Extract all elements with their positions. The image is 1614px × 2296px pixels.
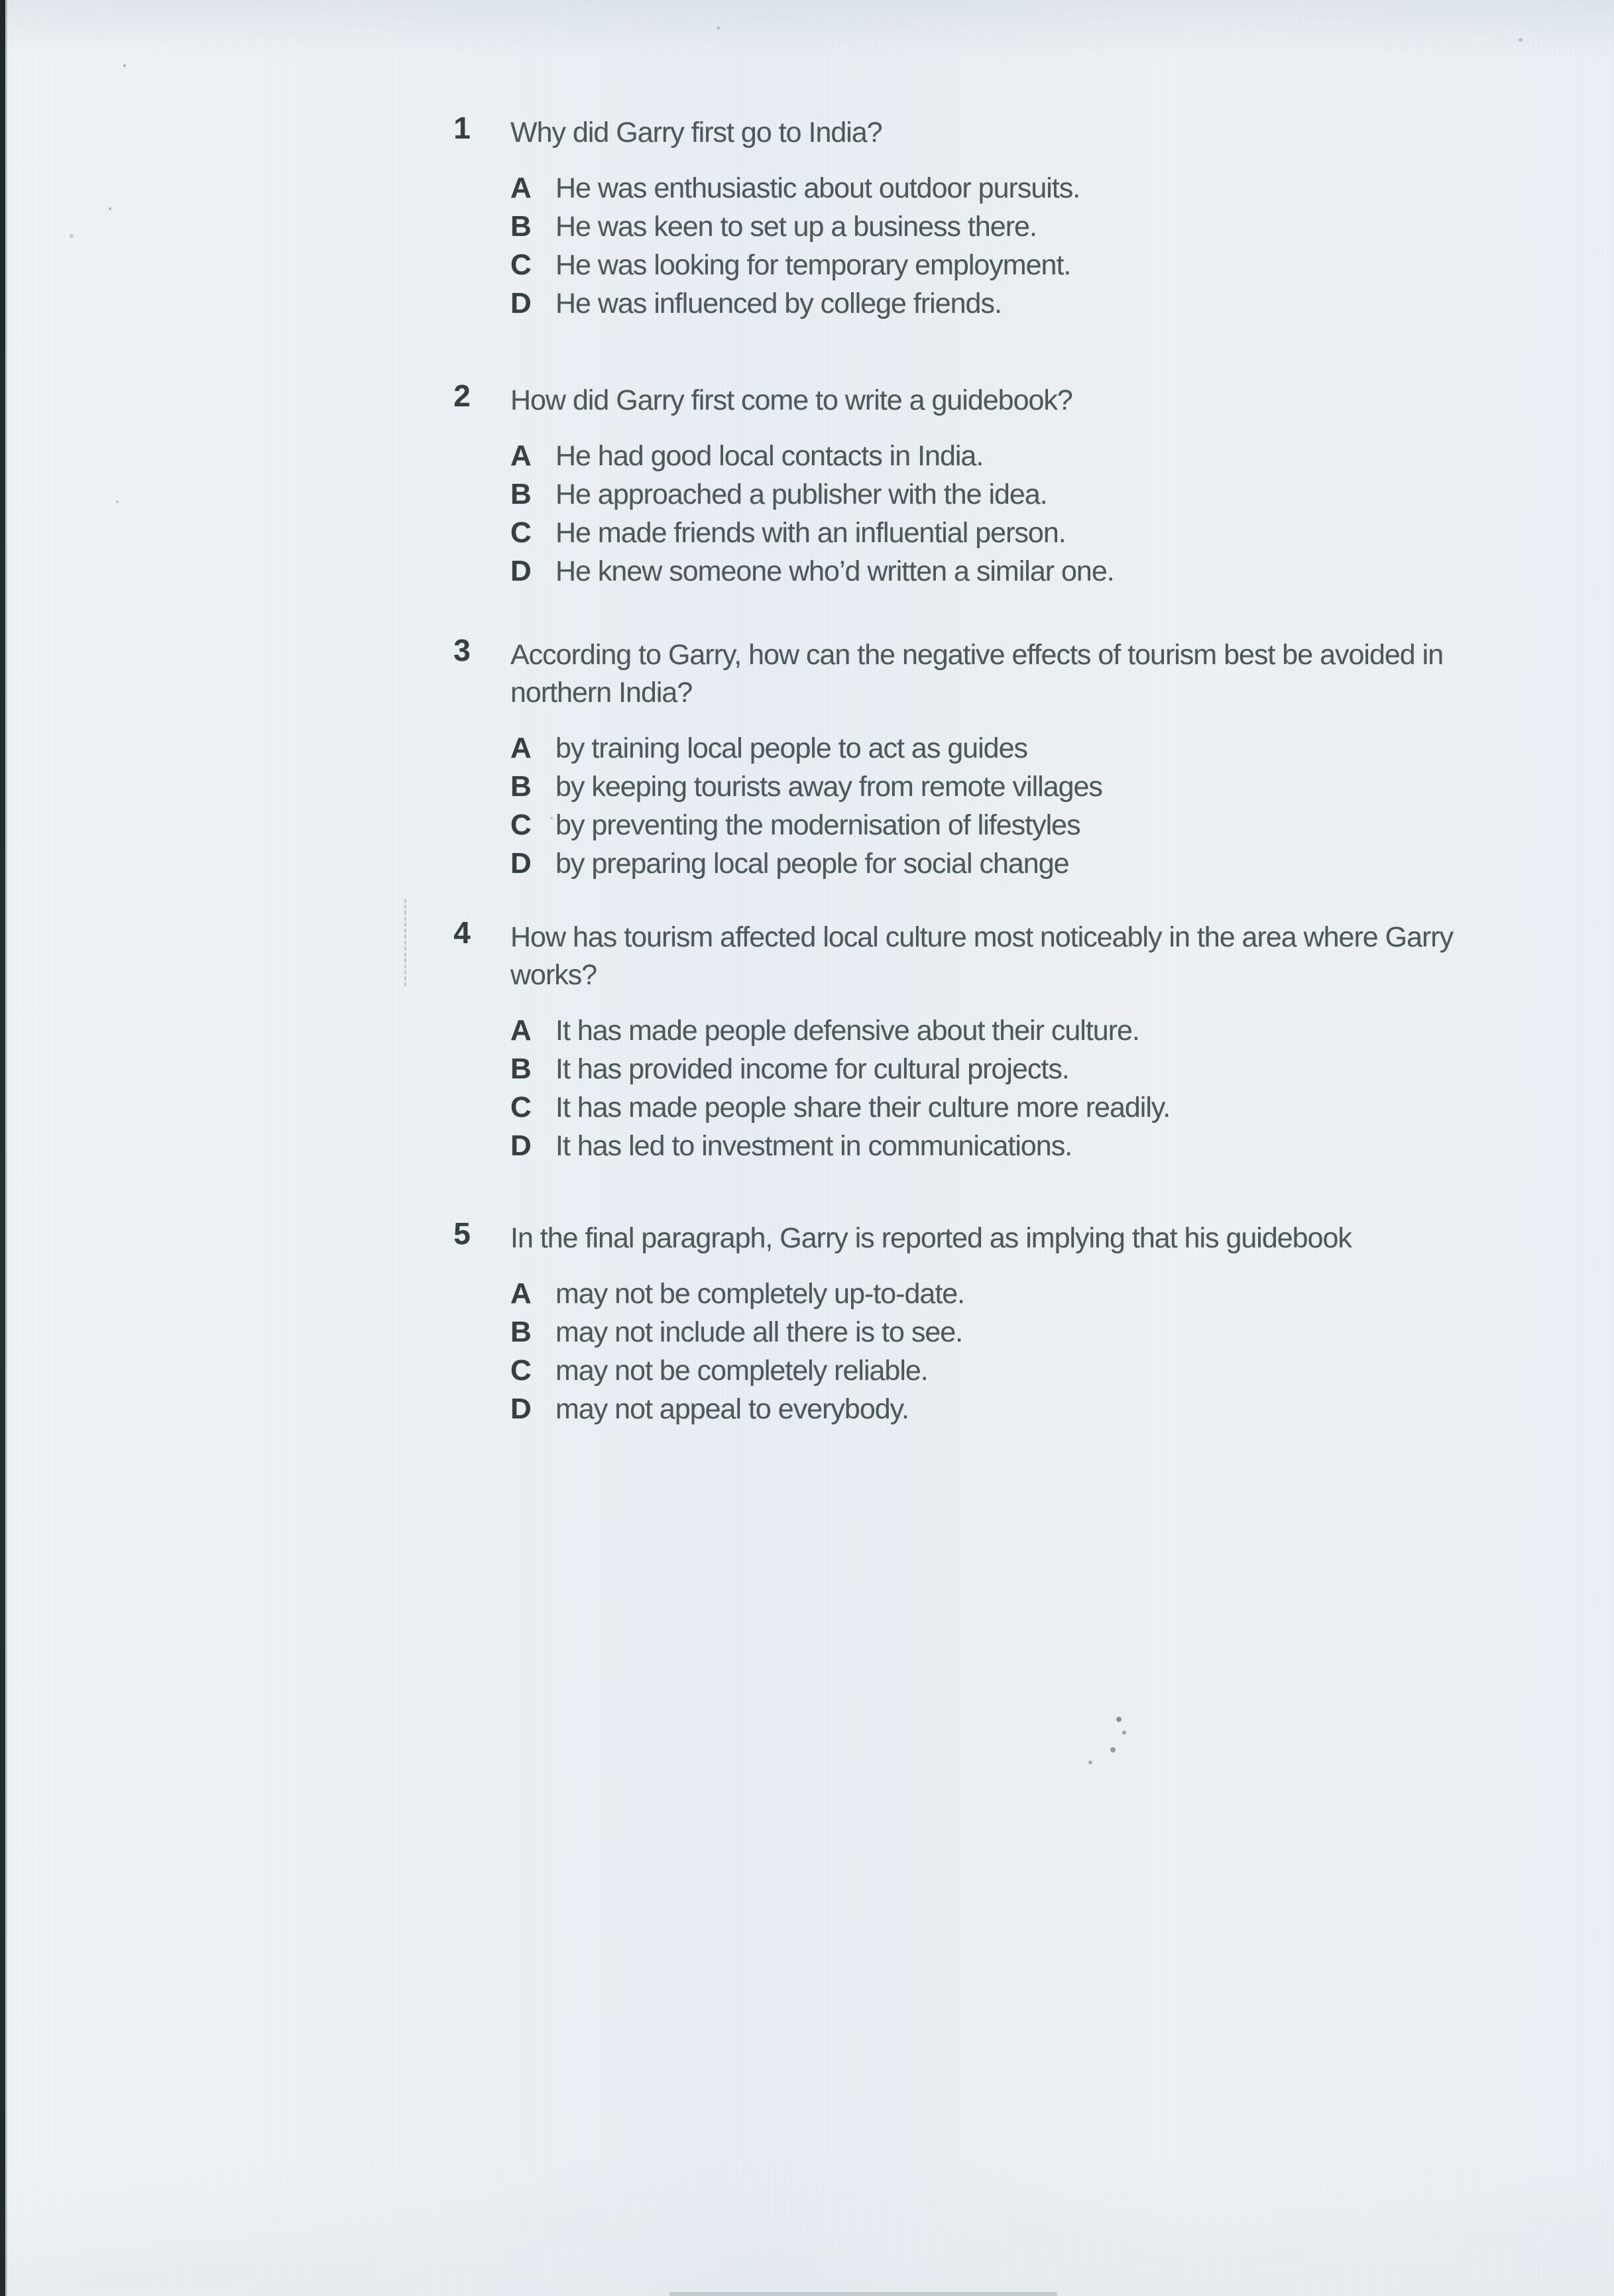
- question-number: 3: [453, 633, 471, 667]
- question-4: [0, 915, 1614, 1165]
- option-letter: D: [510, 847, 532, 880]
- question-text-line-2: northern India?: [510, 677, 693, 709]
- option-row-b: [510, 1050, 1601, 1088]
- question-text-line-2: works?: [510, 959, 597, 991]
- option-letter: A: [510, 439, 532, 472]
- option-row-d: [510, 552, 1601, 591]
- option-text: by preparing local people for social change: [555, 848, 1069, 880]
- option-text: may not be completely reliable.: [555, 1355, 928, 1387]
- option-letter: D: [510, 1393, 532, 1425]
- option-row-a: [510, 729, 1601, 768]
- option-text: He was looking for temporary employment.: [555, 249, 1071, 281]
- option-text: It has provided income for cultural projects.: [555, 1053, 1069, 1085]
- option-letter: B: [510, 770, 532, 803]
- option-letter: A: [510, 1014, 532, 1047]
- option-row-a: [510, 169, 1601, 207]
- option-text: He knew someone who’d written a similar one.: [555, 555, 1114, 587]
- option-row-a: [510, 1275, 1601, 1313]
- question-text: Why did Garry first go to India?: [510, 117, 882, 148]
- option-row-d: [510, 1127, 1601, 1165]
- option-text: He approached a publisher with the idea.: [555, 479, 1047, 510]
- option-letter: D: [510, 555, 532, 587]
- question-text: How did Garry first come to write a guidebook?: [510, 384, 1072, 416]
- option-row-d: [510, 844, 1601, 883]
- option-text: may not be completely up-to-date.: [555, 1278, 965, 1310]
- question-body: [510, 382, 1601, 591]
- question-text-line-1: How has tourism affected local culture most noticeably in the area where Garry: [510, 921, 1454, 953]
- option-row-a: [510, 437, 1601, 475]
- option-row-c: [510, 246, 1601, 284]
- option-text: It has led to investment in communications.: [555, 1130, 1072, 1162]
- option-text: by training local people to act as guides: [555, 732, 1027, 764]
- option-text: may not appeal to everybody.: [555, 1393, 909, 1425]
- option-letter: B: [510, 210, 532, 243]
- question-number: 5: [453, 1216, 471, 1251]
- option-letter: B: [510, 478, 532, 510]
- option-row-b: [510, 1313, 1601, 1351]
- option-text: by preventing the modernisation of lifestyles: [555, 809, 1080, 841]
- option-letter: A: [510, 172, 532, 204]
- options-list: [510, 437, 1601, 591]
- option-letter: D: [510, 287, 532, 319]
- question-number: 2: [453, 378, 471, 413]
- option-row-a: [510, 1011, 1601, 1050]
- option-row-d: [510, 284, 1601, 323]
- option-row-b: [510, 475, 1601, 514]
- option-row-b: [510, 207, 1601, 246]
- option-row-c: [510, 1088, 1601, 1127]
- option-text: It has made people share their culture more readily.: [555, 1092, 1171, 1123]
- option-row-c: [510, 1351, 1601, 1390]
- options-list: [510, 729, 1601, 883]
- option-letter: C: [510, 1091, 532, 1123]
- option-letter: A: [510, 1277, 532, 1310]
- question-body: [510, 114, 1601, 323]
- option-letter: C: [510, 516, 532, 549]
- question-text: In the final paragraph, Garry is reported as implying that his guidebook: [510, 1222, 1352, 1254]
- scan-ink-specks: [0, 0, 3, 3]
- option-row-c: [510, 514, 1601, 552]
- question-3: [0, 633, 1614, 883]
- option-text: may not include all there is to see.: [555, 1316, 963, 1348]
- question-number: 4: [453, 915, 471, 950]
- scan-bottom-smudge-artifact: [669, 2292, 1057, 2296]
- question-1: [0, 111, 1614, 323]
- option-row-d: [510, 1390, 1601, 1428]
- question-5: [0, 1216, 1614, 1428]
- question-2: [0, 378, 1614, 591]
- option-text: He made friends with an influential person.: [555, 517, 1066, 549]
- option-row-c: [510, 806, 1601, 844]
- option-letter: C: [510, 809, 532, 841]
- option-text: He was influenced by college friends.: [555, 288, 1002, 319]
- option-text: It has made people defensive about their culture.: [555, 1015, 1139, 1047]
- option-letter: C: [510, 1354, 532, 1387]
- options-list: [510, 1275, 1601, 1428]
- option-row-b: [510, 768, 1601, 806]
- option-text: He was keen to set up a business there.: [555, 211, 1037, 243]
- question-body: [510, 1220, 1601, 1428]
- question-body: [510, 919, 1601, 1165]
- options-list: [510, 1011, 1601, 1165]
- option-letter: C: [510, 249, 532, 281]
- option-letter: D: [510, 1129, 532, 1162]
- option-text: by keeping tourists away from remote villages: [555, 771, 1102, 803]
- options-list: [510, 169, 1601, 323]
- question-list: [0, 111, 1614, 1428]
- question-body: [510, 636, 1601, 883]
- option-text: He was enthusiastic about outdoor pursuits.: [555, 172, 1080, 204]
- option-text: He had good local contacts in India.: [555, 440, 984, 472]
- question-text-line-1: According to Garry, how can the negative effects of tourism best be avoided in: [510, 639, 1444, 671]
- question-number: 1: [453, 111, 471, 145]
- option-letter: B: [510, 1053, 532, 1085]
- option-letter: A: [510, 732, 532, 764]
- option-letter: B: [510, 1316, 532, 1348]
